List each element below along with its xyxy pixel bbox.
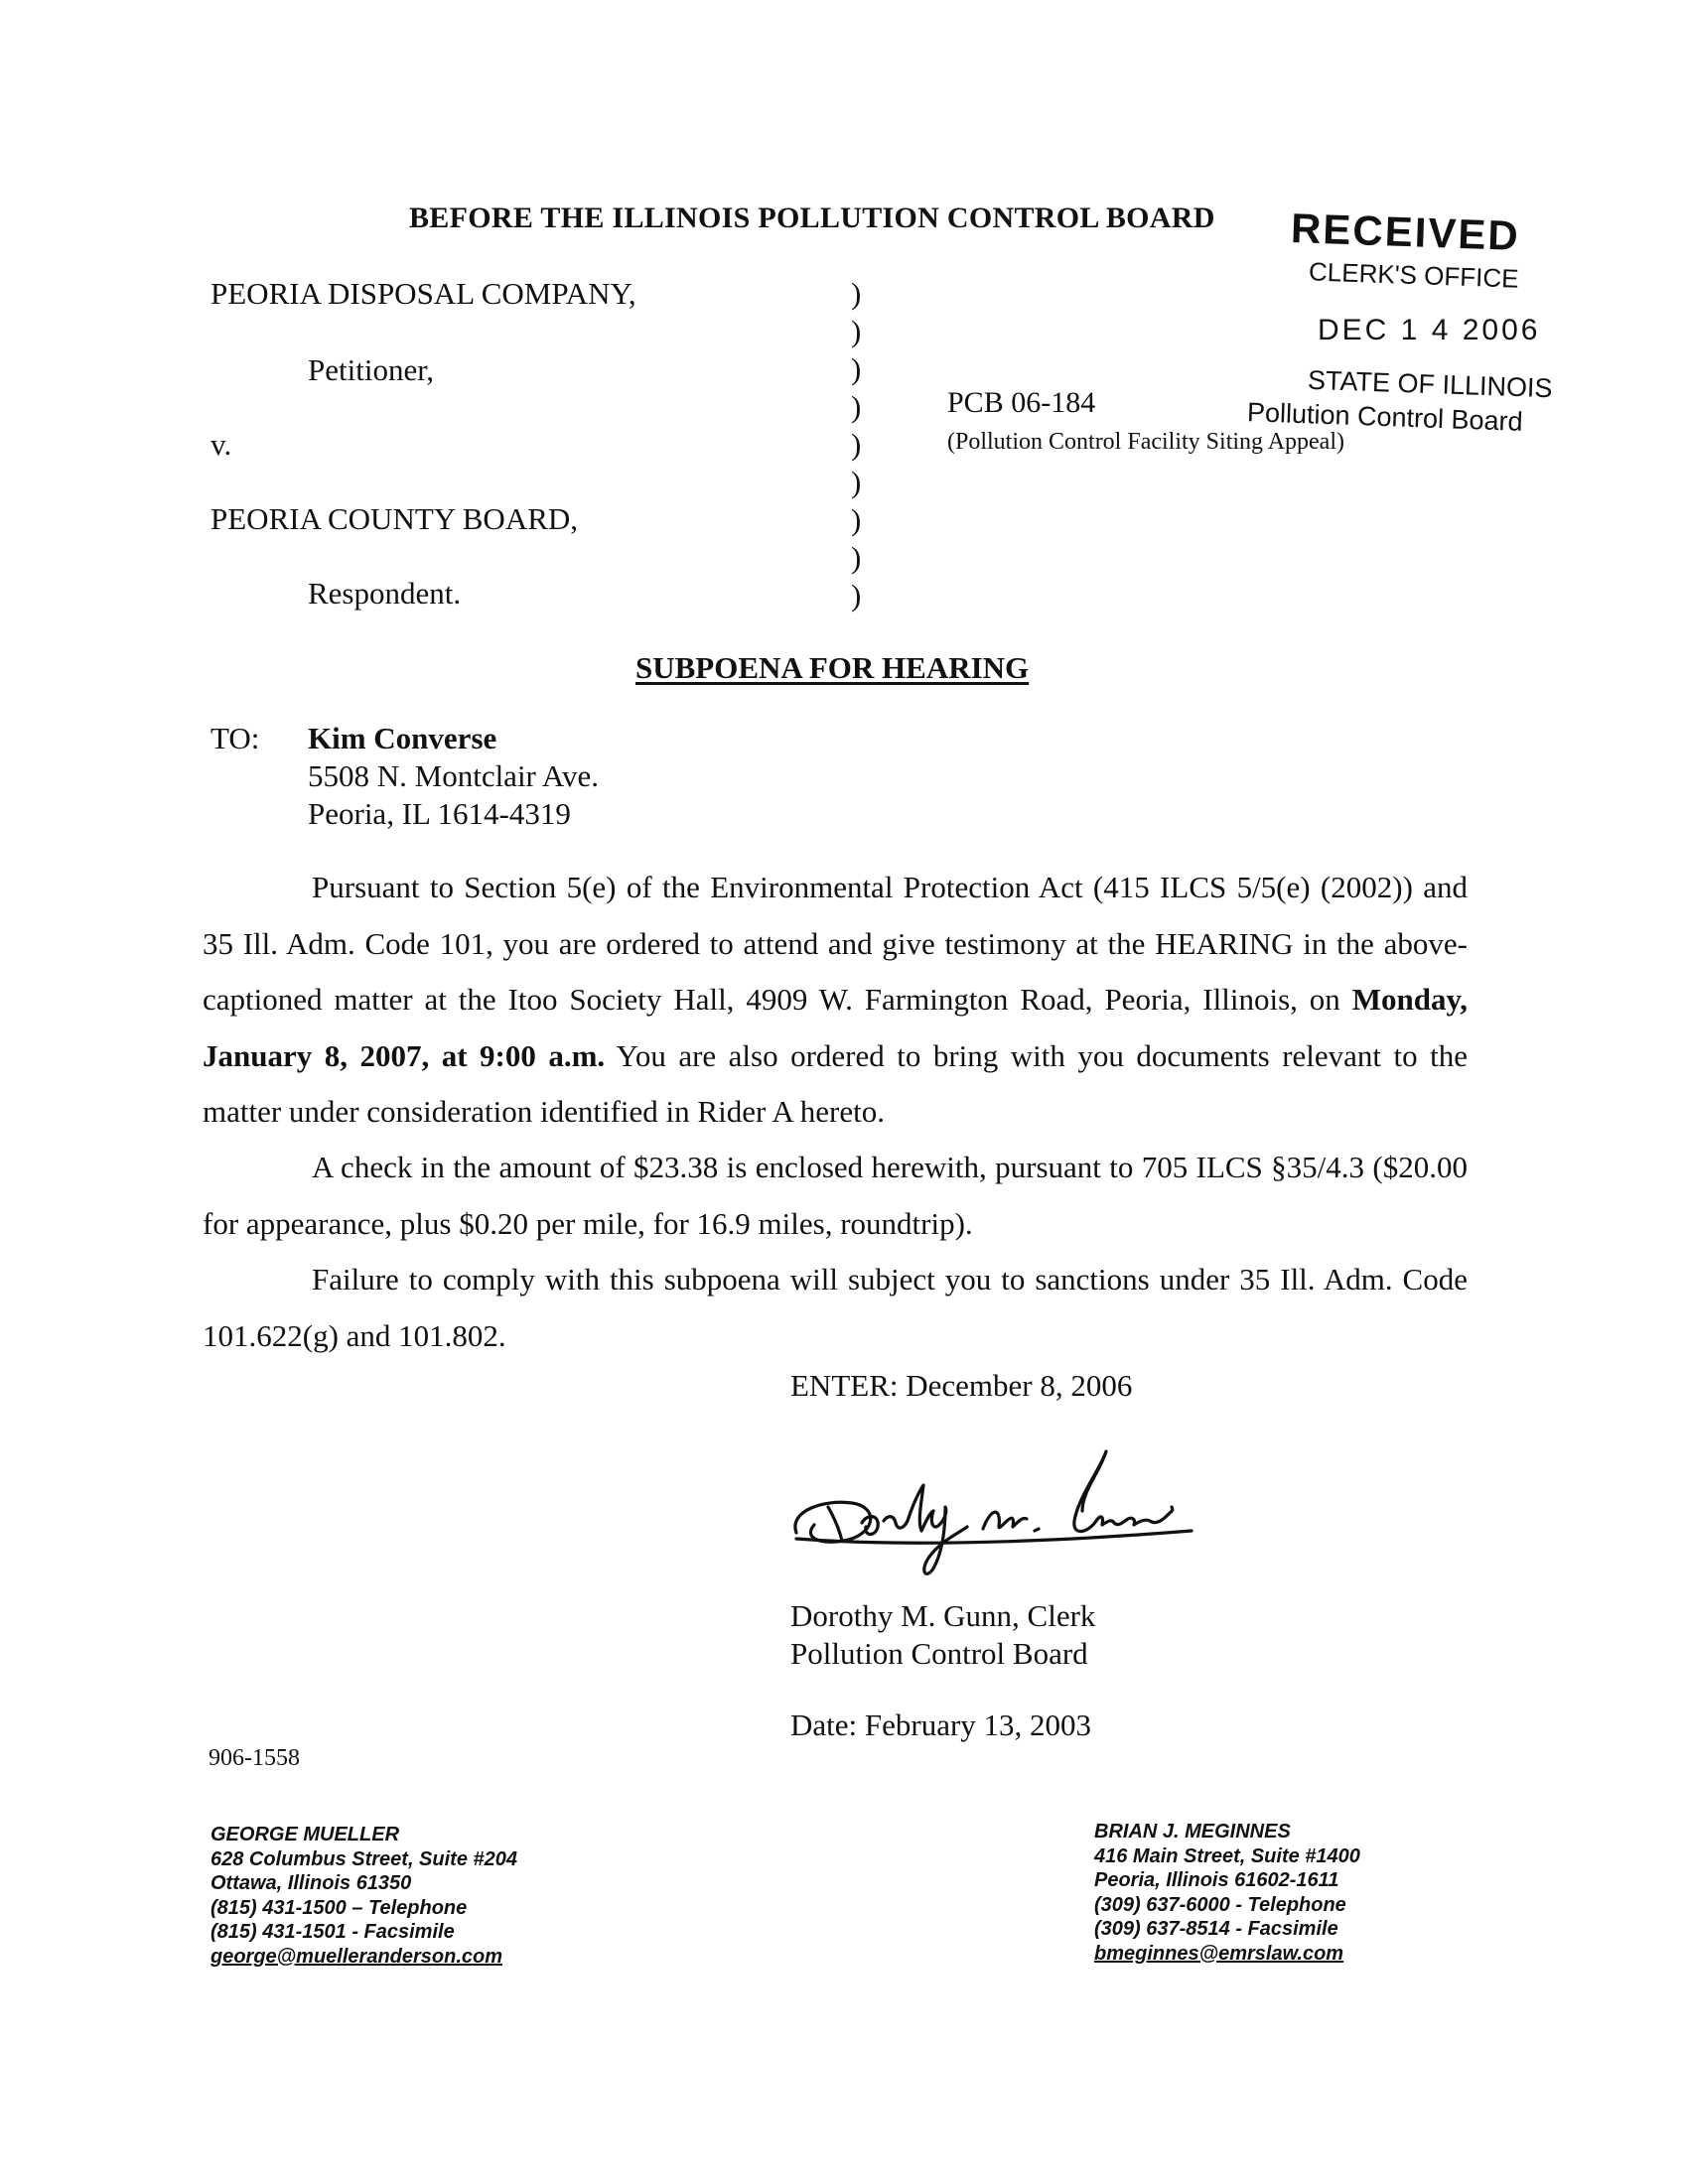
to-label: TO: [210, 721, 260, 755]
paren: ) [851, 465, 862, 499]
paren: ) [851, 427, 862, 462]
paragraph-2-text: A check in the amount of $23.38 is enclosed herewith, pursuant to 705 ILCS §35/4.3 ($20.00 for appearance, plus $0.20 per mile, for 16.9 miles, roundtrip). [203, 1150, 1468, 1241]
stamp-date: DEC 1 4 2006 [1318, 314, 1541, 346]
paren: ) [851, 540, 862, 575]
attorney-email-link[interactable]: george@muelleranderson.com [210, 1945, 503, 1968]
body-paragraph-1 [203, 860, 1468, 1141]
paren: ) [851, 276, 862, 311]
footer-right-contact [1094, 1820, 1360, 1966]
court-heading: BEFORE THE ILLINOIS POLLUTION CONTROL BOARD [409, 202, 1215, 234]
attorney-address-line2: Ottawa, Illinois 61350 [210, 1872, 412, 1894]
paren: ) [851, 578, 862, 613]
attorney-email-link[interactable]: bmeginnes@emrslaw.com [1094, 1942, 1344, 1965]
stamp-state: STATE OF ILLINOIS [1307, 364, 1554, 404]
paragraph-1-text: Pursuant to Section 5(e) of the Environmental Protection Act (415 ILCS 5/5(e) (2002)) and 35 Ill. Adm. Code 101, you are ordered to attend and give testimony at the HEARING in the above-captioned matter at the Itoo Society Hall, 4909 W. Farmington Road, Peoria, Illinois, on [203, 870, 1468, 1017]
recipient-address-line2: Peoria, IL 1614-4319 [308, 796, 571, 831]
signature-date: Date: February 13, 2003 [790, 1707, 1092, 1742]
clerk-organization: Pollution Control Board [790, 1636, 1088, 1671]
case-type: (Pollution Control Facility Siting Appeal) [947, 429, 1344, 455]
paren: ) [851, 502, 862, 537]
paren: ) [851, 351, 862, 386]
recipient-address-line1: 5508 N. Montclair Ave. [308, 758, 600, 793]
respondent-role: Respondent. [308, 576, 462, 611]
recipient-name: Kim Converse [308, 721, 497, 755]
clerk-signature [784, 1441, 1241, 1590]
footer-left-contact [210, 1823, 517, 1969]
body-paragraph-2 [203, 1140, 1468, 1252]
paren: ) [851, 314, 862, 348]
enter-date: ENTER: December 8, 2006 [790, 1368, 1133, 1403]
attorney-name: BRIAN J. MEGINNES [1094, 1821, 1291, 1843]
attorney-address-line2: Peoria, Illinois 61602-1611 [1094, 1869, 1339, 1891]
attorney-name: GEORGE MUELLER [210, 1824, 400, 1845]
respondent-name: PEORIA COUNTY BOARD, [210, 501, 579, 536]
petitioner-name: PEORIA DISPOSAL COMPANY, [210, 276, 636, 311]
paragraph-3-text: Failure to comply with this subpoena will subject you to sanctions under 35 Ill. Adm. Code 101.622(g) and 101.802. [203, 1262, 1468, 1353]
attorney-fax: (815) 431-1501 - Facsimile [210, 1921, 455, 1943]
attorney-address-line1: 628 Columbus Street, Suite #204 [210, 1847, 518, 1870]
stamp-board: Pollution Control Board [1246, 397, 1524, 437]
subpoena-title: SUBPOENA FOR HEARING [635, 650, 1030, 685]
stamp-clerks-office: CLERK'S OFFICE [1308, 256, 1520, 294]
stamp-received: RECEIVED [1290, 204, 1521, 260]
file-number: 906-1558 [209, 1745, 300, 1771]
body-paragraph-3 [203, 1252, 1468, 1364]
attorney-address-line1: 416 Main Street, Suite #1400 [1094, 1844, 1360, 1867]
paren: ) [851, 389, 862, 424]
attorney-phone: (815) 431-1500 – Telephone [210, 1896, 468, 1919]
case-number: PCB 06-184 [947, 386, 1096, 419]
attorney-phone: (309) 637-6000 - Telephone [1094, 1893, 1346, 1916]
hearing-datetime: Monday, January 8, 2007, at 9:00 a.m. [203, 982, 1468, 1073]
petitioner-role: Petitioner, [308, 352, 435, 387]
attorney-fax: (309) 637-8514 - Facsimile [1094, 1918, 1338, 1940]
clerk-name: Dorothy M. Gunn, Clerk [790, 1598, 1096, 1633]
versus: v. [210, 427, 232, 462]
paragraph-1-tail: You are also ordered to bring with you documents relevant to the matter under consideration identified in Rider A hereto. [203, 1037, 1468, 1129]
